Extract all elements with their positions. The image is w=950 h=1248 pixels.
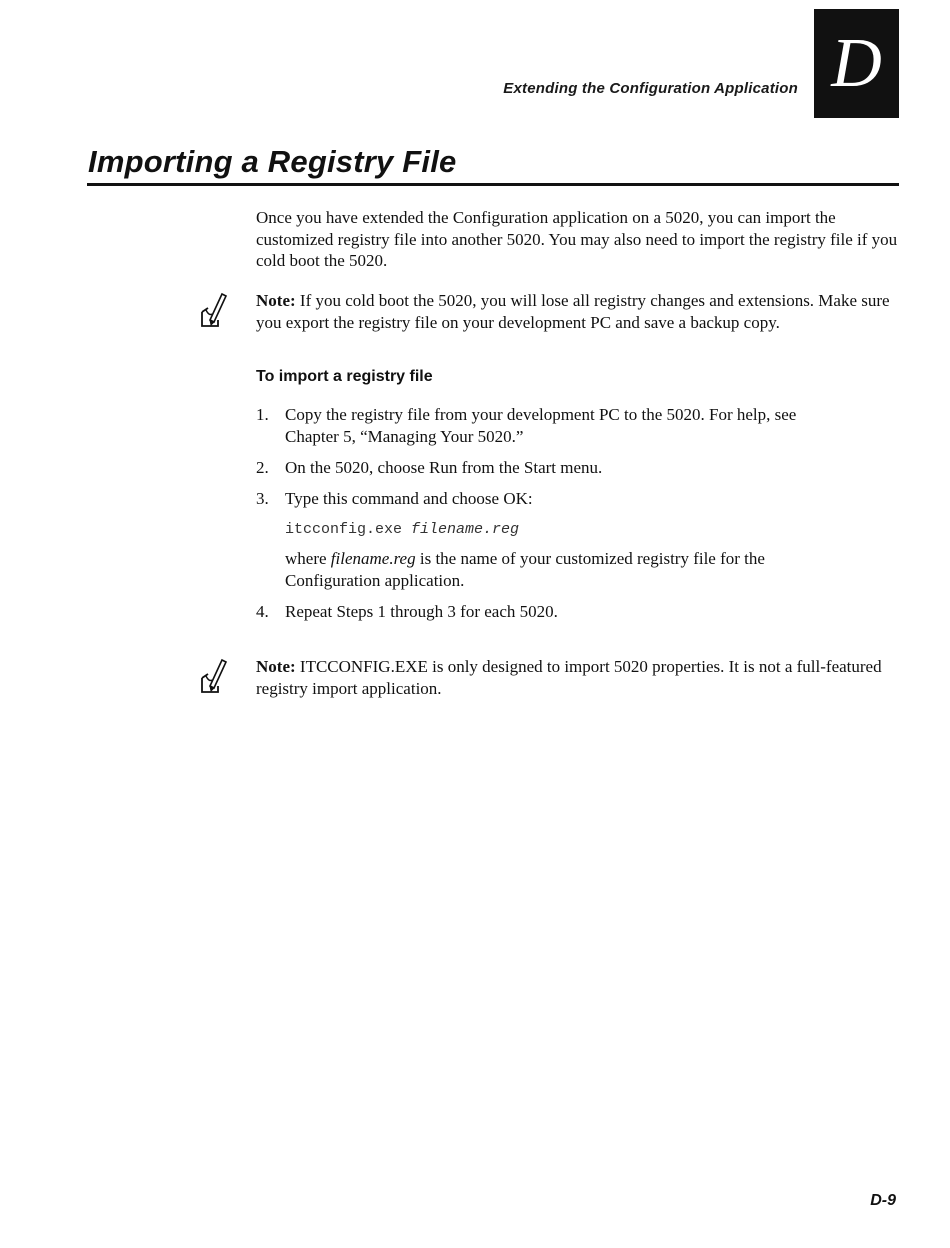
- title-rule: [87, 183, 899, 186]
- step-text: Copy the registry file from your development PC to the 5020. For help, see Chapter 5, “Managing Your 5020.”: [285, 405, 797, 446]
- chapter-tab: D: [814, 9, 899, 118]
- step-number: 3.: [256, 489, 269, 508]
- command-line: [285, 519, 519, 541]
- note-body: ITCCONFIG.EXE is only designed to import 5020 properties. It is not a full-featured registry import application.: [256, 657, 882, 698]
- explanation-suffix: is the name of your customized registry file for the Configuration application.: [285, 549, 765, 590]
- section-title: Importing a Registry File: [88, 144, 457, 179]
- intro-paragraph: Once you have extended the Configuration application on a 5020, you can import the customized registry file into another 5020. You may also need to import the registry file if you cold boot the 5020.: [256, 208, 898, 270]
- note-pencil-icon: [200, 656, 228, 696]
- page-number: D-9: [870, 1192, 896, 1209]
- note-text-1: [256, 290, 901, 333]
- note-body: If you cold boot the 5020, you will lose all registry changes and extensions. Make sure you export the registry file on your development PC and save a backup copy.: [256, 291, 890, 332]
- step-text: Repeat Steps 1 through 3 for each 5020.: [285, 602, 558, 621]
- note-pencil-icon: [200, 290, 228, 330]
- note-text-2: [256, 656, 901, 699]
- step-number: 2.: [256, 458, 269, 477]
- explanation-prefix: where: [285, 549, 331, 568]
- note-label: Note:: [256, 657, 296, 676]
- command-explanation: [285, 548, 845, 591]
- step-text: Type this command and choose OK:: [285, 489, 533, 508]
- procedure-heading: To import a registry file: [256, 368, 433, 385]
- note-label: Note:: [256, 291, 296, 310]
- command-exe: itcconfig.exe: [285, 521, 412, 538]
- step-text: On the 5020, choose Run from the Start menu.: [285, 458, 603, 477]
- step-number: 4.: [256, 602, 269, 621]
- command-arg: filename.reg: [411, 521, 520, 538]
- explanation-arg: filename.reg: [330, 549, 416, 568]
- running-head: Extending the Configuration Application: [503, 80, 798, 97]
- step-number: 1.: [256, 405, 269, 424]
